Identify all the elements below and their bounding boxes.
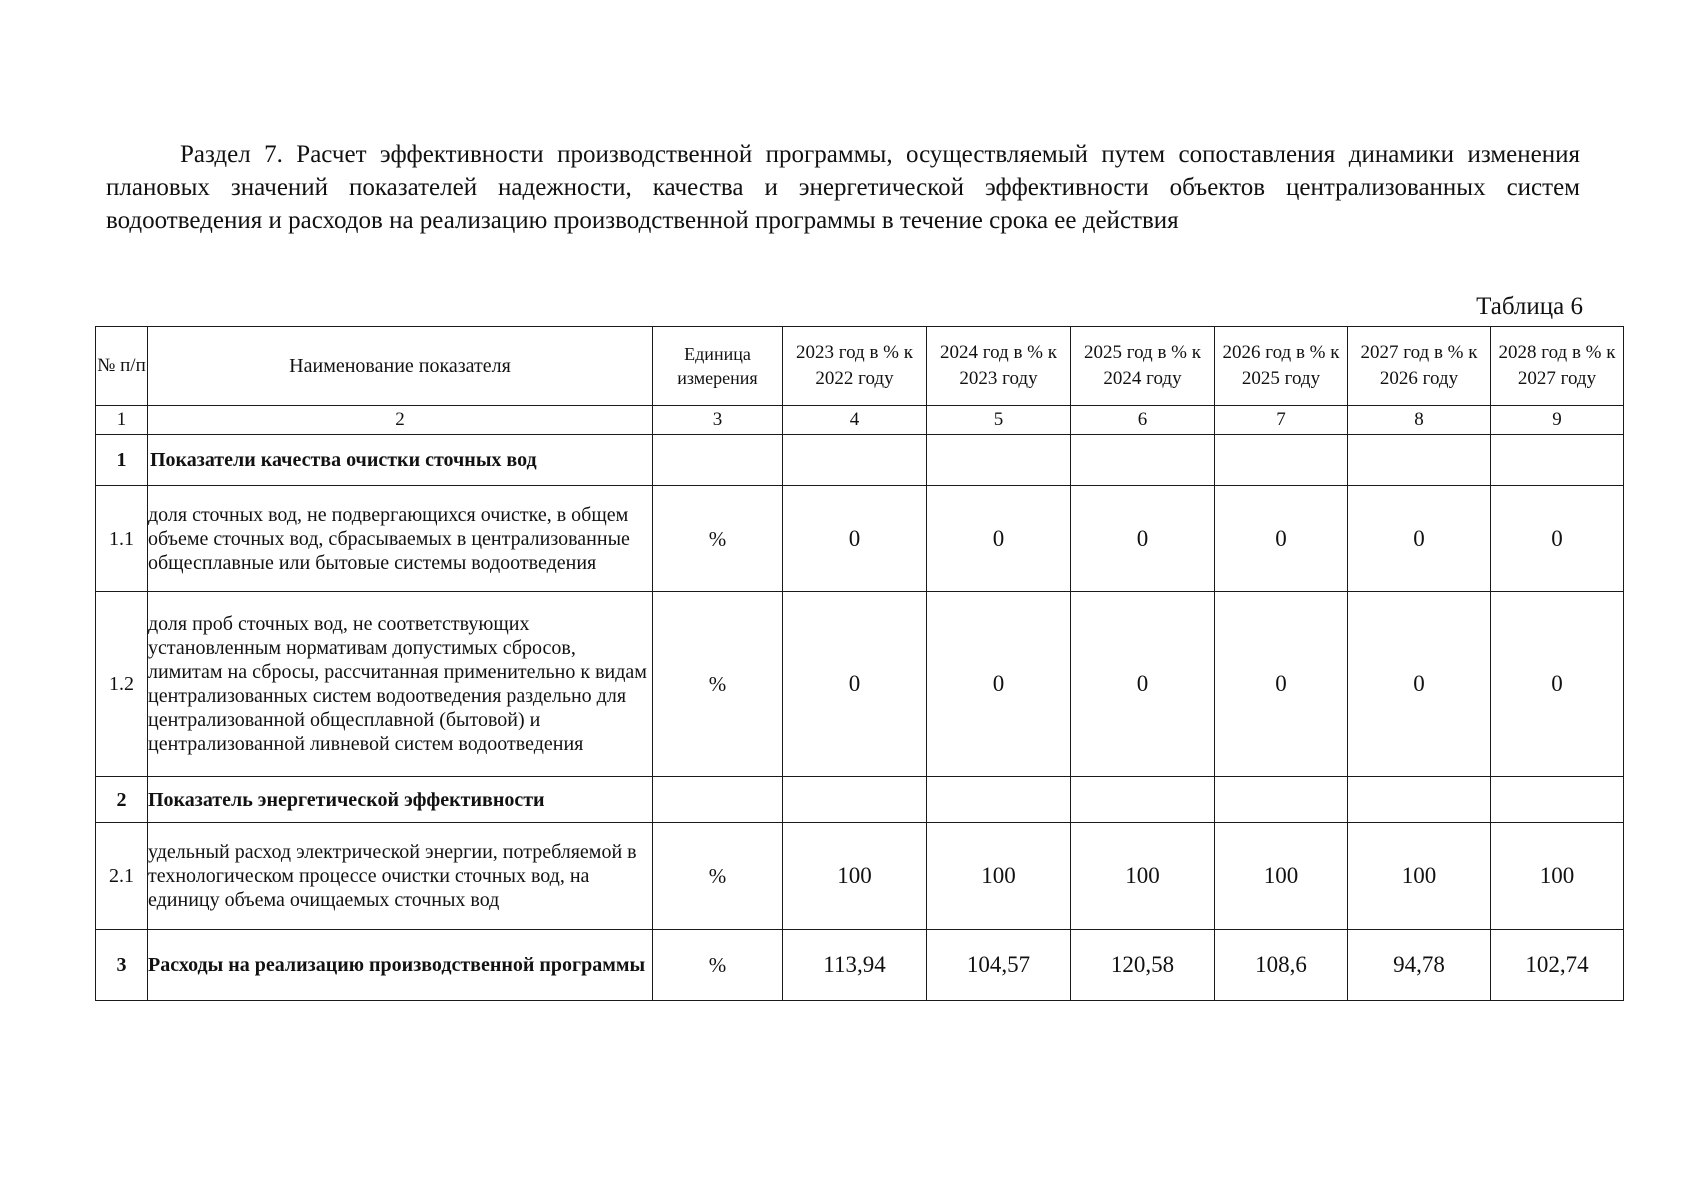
- header-2023: 2023 год в % к 2022 году: [783, 327, 927, 406]
- column-number: 5: [927, 406, 1071, 435]
- efficiency-table: [95, 326, 1624, 1001]
- table-row-1-1: [96, 486, 1624, 592]
- row-value: [1071, 777, 1215, 823]
- row-value: 100: [1215, 823, 1348, 930]
- row-unit: [653, 435, 783, 486]
- row-value: 0: [927, 486, 1071, 592]
- row-value: 104,57: [927, 930, 1071, 1001]
- row-number: 3: [96, 930, 148, 1001]
- header-unit: Единица измерения: [653, 327, 783, 406]
- column-number: 1: [96, 406, 148, 435]
- row-unit: %: [653, 486, 783, 592]
- row-name: Расходы на реализацию производственной программы: [148, 930, 653, 1001]
- row-value: [1491, 777, 1624, 823]
- row-value: 113,94: [783, 930, 927, 1001]
- column-number: 4: [783, 406, 927, 435]
- row-number: 2.1: [96, 823, 148, 930]
- header-2025: 2025 год в % к 2024 году: [1071, 327, 1215, 406]
- row-value: 100: [927, 823, 1071, 930]
- column-number-row: [96, 406, 1624, 435]
- row-value: 0: [1071, 486, 1215, 592]
- header-2026: 2026 год в % к 2025 году: [1215, 327, 1348, 406]
- row-value: [927, 777, 1071, 823]
- row-value: 0: [783, 592, 927, 777]
- row-value: [1071, 435, 1215, 486]
- table-row-section-1: [96, 435, 1624, 486]
- row-value: 100: [783, 823, 927, 930]
- row-value: [1215, 777, 1348, 823]
- column-number: 7: [1215, 406, 1348, 435]
- header-name: Наименование показателя: [148, 327, 653, 406]
- row-name: удельный расход электрической энергии, потребляемой в технологическом процессе очистки сточных вод, на единицу объема очищаемых сточных вод: [148, 823, 653, 930]
- row-unit: %: [653, 592, 783, 777]
- row-unit: %: [653, 930, 783, 1001]
- column-number: 9: [1491, 406, 1624, 435]
- section-heading: Раздел 7. Расчет эффективности производственной программы, осуществляемый путем сопоставления динамики изменения плановых значений показателей надежности, качества и энергетической эффективности объектов централизованных систем водоотведения и расходов на реализацию производственной программы в течение срока ее действия: [106, 141, 1580, 234]
- row-name: Показатель энергетической эффективности: [148, 777, 653, 823]
- row-value: 0: [927, 592, 1071, 777]
- row-value: 102,74: [1491, 930, 1624, 1001]
- header-2027: 2027 год в % к 2026 году: [1348, 327, 1491, 406]
- row-value: 0: [1215, 486, 1348, 592]
- table-caption: Таблица 6: [1476, 293, 1583, 320]
- row-unit: %: [653, 823, 783, 930]
- row-value: 94,78: [1348, 930, 1491, 1001]
- column-number: 3: [653, 406, 783, 435]
- row-number: 1.1: [96, 486, 148, 592]
- row-value: 0: [1491, 592, 1624, 777]
- row-value: 0: [1491, 486, 1624, 592]
- table-row-3: [96, 930, 1624, 1001]
- table-row-2-1: [96, 823, 1624, 930]
- table-row-1-2: [96, 592, 1624, 777]
- row-value: 0: [1071, 592, 1215, 777]
- row-value: 0: [1348, 592, 1491, 777]
- row-number: 1.2: [96, 592, 148, 777]
- row-value: 100: [1071, 823, 1215, 930]
- header-2024: 2024 год в % к 2023 году: [927, 327, 1071, 406]
- header-2028: 2028 год в % к 2027 году: [1491, 327, 1624, 406]
- row-value: 100: [1348, 823, 1491, 930]
- row-unit: [653, 777, 783, 823]
- row-value: 0: [783, 486, 927, 592]
- row-value: [1348, 777, 1491, 823]
- row-number: 2: [96, 777, 148, 823]
- row-name: Показатели качества очистки сточных вод: [148, 435, 653, 486]
- row-value: [1348, 435, 1491, 486]
- row-value: 0: [1215, 592, 1348, 777]
- row-value: 100: [1491, 823, 1624, 930]
- row-value: [1215, 435, 1348, 486]
- row-name: доля сточных вод, не подвергающихся очистке, в общем объеме сточных вод, сбрасываемых в централизованные общесплавные или бытовые системы водоотведения: [148, 486, 653, 592]
- row-number: 1: [96, 435, 148, 486]
- table-row-section-2: [96, 777, 1624, 823]
- column-number: 2: [148, 406, 653, 435]
- row-value: 108,6: [1215, 930, 1348, 1001]
- row-name: доля проб сточных вод, не соответствующих установленным нормативам допустимых сбросов, лимитам на сбросы, рассчитанная применительно к видам централизованных систем водоотведения раздельно для централизованной общесплавной (бытовой) и централизованной ливневой систем водоотведения: [148, 592, 653, 777]
- header-num: № п/п: [96, 327, 148, 406]
- column-number: 8: [1348, 406, 1491, 435]
- header-row: [96, 327, 1624, 406]
- row-value: 0: [1348, 486, 1491, 592]
- row-value: [783, 777, 927, 823]
- row-value: [783, 435, 927, 486]
- column-number: 6: [1071, 406, 1215, 435]
- row-value: [927, 435, 1071, 486]
- row-value: 120,58: [1071, 930, 1215, 1001]
- row-value: [1491, 435, 1624, 486]
